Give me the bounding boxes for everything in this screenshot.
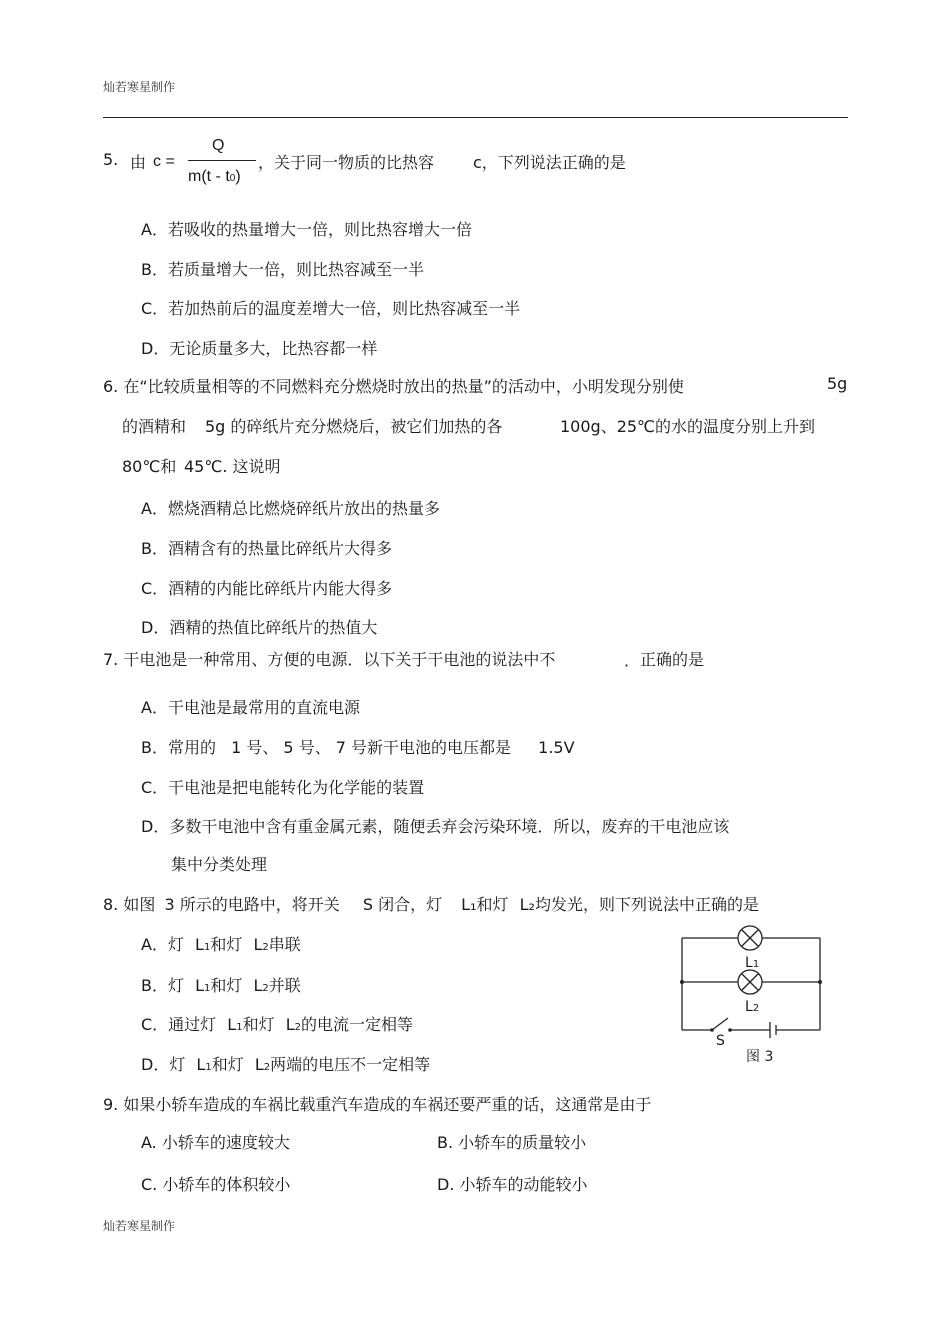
q8-c-s1: 1: [236, 1022, 243, 1033]
q8-option-a[interactable]: [141, 932, 301, 955]
page-footer: 灿若寒星制作: [103, 1219, 176, 1233]
q8-d-s2: 2: [263, 1062, 271, 1073]
q8-d-pre: D．灯: [141, 1055, 186, 1074]
q8-c-pre: C．通过灯: [141, 1015, 217, 1034]
q8-option-c[interactable]: [141, 1012, 413, 1035]
q5-prefix: 由: [130, 153, 147, 172]
q6-option-d[interactable]: D．酒精的热值比碎纸片的热值大: [141, 618, 378, 637]
q7-emphasis-dot: ·: [624, 656, 630, 675]
q5-den-sub: 0: [229, 173, 236, 184]
q8-b-post: 并联: [268, 976, 301, 995]
q6-stem-line2-b: 5g 的碎纸片充分燃烧后，被它们加热的各: [205, 417, 503, 436]
label-l2-sub: 2: [752, 1003, 760, 1014]
q8-d-mid: 和灯: [211, 1055, 244, 1074]
junction-dot-right: [818, 980, 822, 984]
figure-caption: 图 3: [746, 1049, 774, 1065]
q9-stem: 9. 如果小轿车造成的车祸比载重汽车造成的车祸还要严重的话，这通常是由于: [103, 1095, 652, 1114]
q8-b-s1: 1: [204, 983, 211, 994]
q5-den-a: m(t - t: [188, 168, 230, 185]
q8-c-mid: 和灯: [242, 1015, 275, 1034]
q7-stem-b: 正确的是: [640, 650, 705, 669]
q8-d-l2: L: [254, 1055, 264, 1074]
q7-option-d-line2: 集中分类处理: [171, 855, 268, 874]
label-l1-letter: L: [745, 955, 753, 971]
q8-b-l2: L: [253, 976, 263, 995]
q8-stem-d: L₁和灯: [461, 895, 509, 914]
q8-c-s2: 2: [294, 1022, 301, 1033]
q9-option-a[interactable]: A. 小轿车的速度较大: [141, 1133, 290, 1152]
circuit-diagram: [672, 922, 832, 1052]
q7-stem-a: 7. 干电池是一种常用、方便的电源．以下关于干电池的说法中不: [103, 650, 556, 669]
switch-contact: [728, 1028, 732, 1032]
q8-a-s2: 2: [262, 942, 269, 953]
q8-d-l1: L: [196, 1055, 206, 1074]
q8-d-post: 两端的电压不一定相等: [270, 1055, 431, 1074]
q5-option-c[interactable]: C．若加热前后的温度差增大一倍，则比热容减至一半: [141, 299, 521, 318]
page-header: 灿若寒星制作: [103, 80, 176, 94]
q8-option-d[interactable]: [141, 1052, 430, 1075]
label-switch: S: [716, 1033, 725, 1049]
q6-stem-line2-c: 100g、25℃的水的温度分别上升到: [560, 417, 816, 436]
q5-option-a[interactable]: A．若吸收的热量增大一倍，则比热容增大一倍: [141, 220, 472, 239]
q8-stem-e: L₂均发光，则下列说法中正确的是: [519, 895, 759, 914]
q8-c-l1: L: [227, 1015, 237, 1034]
q8-stem-b: 3 所示的电路中，将开关: [164, 895, 340, 914]
switch-pivot: [710, 1028, 714, 1032]
q8-b-l1: L: [195, 976, 204, 995]
q5-option-b[interactable]: B．若质量增大一倍，则比热容减至一半: [141, 260, 424, 279]
q8-option-b[interactable]: [141, 973, 301, 996]
label-l2: [745, 999, 759, 1015]
q7-option-b-a: B．常用的: [141, 738, 216, 757]
q5-formula-numerator: Q: [212, 137, 225, 154]
q5-stem-post: ，关于同一物质的比热容: [258, 153, 435, 172]
q6-option-b[interactable]: B．酒精含有的热量比碎纸片大得多: [141, 539, 392, 558]
q8-a-l2: L: [253, 935, 263, 954]
q9-option-b[interactable]: B. 小轿车的质量较小: [437, 1133, 587, 1152]
q8-a-l1: L: [195, 935, 204, 954]
label-l1-sub: 1: [752, 959, 760, 970]
q7-option-b[interactable]: [141, 735, 575, 758]
q5-stem-var: c，下列说法正确的是: [473, 153, 626, 172]
switch-icon: [712, 1018, 728, 1030]
q5-formula-lhs: c =: [153, 153, 175, 170]
q8-c-l2: L: [285, 1015, 295, 1034]
q6-stem-line3-b: 45℃. 这说明: [184, 457, 281, 476]
q8-b-s2: 2: [262, 983, 269, 994]
q8-b-pre: B．灯: [141, 976, 184, 995]
q6-stem-line2-a: 的酒精和: [122, 417, 187, 436]
q6-stem-line1: 6. 在“比较质量相等的不同燃料充分燃烧时放出的热量”的活动中，小明发现分别使: [103, 377, 684, 396]
q6-stem-line3-a: 80℃和: [122, 457, 177, 476]
q8-a-post: 串联: [268, 935, 301, 954]
q8-a-mid: 和灯: [210, 935, 243, 954]
header-rule: [103, 117, 848, 118]
q8-c-post: 的电流一定相等: [300, 1015, 413, 1034]
junction-dot-left: [680, 980, 684, 984]
q7-option-c[interactable]: C．干电池是把电能转化为化学能的装置: [141, 778, 425, 797]
q7-option-b-b: 1 号、 5 号、 7 号新干电池的电压都是: [231, 738, 512, 757]
q8-d-s1: 1: [205, 1062, 212, 1073]
q9-option-c[interactable]: C. 小轿车的体积较小: [141, 1175, 291, 1194]
q7-option-a[interactable]: A．干电池是最常用的直流电源: [141, 698, 360, 717]
q5-option-d[interactable]: D．无论质量多大，比热容都一样: [141, 339, 378, 358]
q6-option-c[interactable]: C．酒精的内能比碎纸片内能大得多: [141, 579, 393, 598]
q7-option-b-c: 1.5V: [538, 738, 575, 757]
q7-option-d-line1[interactable]: D．多数干电池中含有重金属元素，随便丢弃会污染环境．所以，废弃的干电池应该: [141, 817, 730, 836]
q5-den-b: ): [235, 168, 241, 185]
q8-stem: [103, 892, 759, 915]
q8-a-pre: A．灯: [141, 935, 184, 954]
label-l2-letter: L: [745, 999, 753, 1015]
q8-b-mid: 和灯: [210, 976, 243, 995]
q5-number: 5.: [103, 150, 119, 169]
q9-option-d[interactable]: D. 小轿车的动能较小: [437, 1175, 588, 1194]
q5-formula-denominator: [188, 168, 241, 186]
q8-stem-a: 8. 如图: [103, 895, 156, 914]
q5-fraction-bar: [188, 160, 256, 161]
q6-stem-line1-value: 5g: [827, 374, 848, 393]
q8-a-s1: 1: [203, 942, 211, 953]
label-l1: [745, 955, 759, 971]
q8-stem-c: S 闭合，灯: [362, 895, 443, 914]
q6-option-a[interactable]: A．燃烧酒精总比燃烧碎纸片放出的热量多: [141, 499, 440, 518]
